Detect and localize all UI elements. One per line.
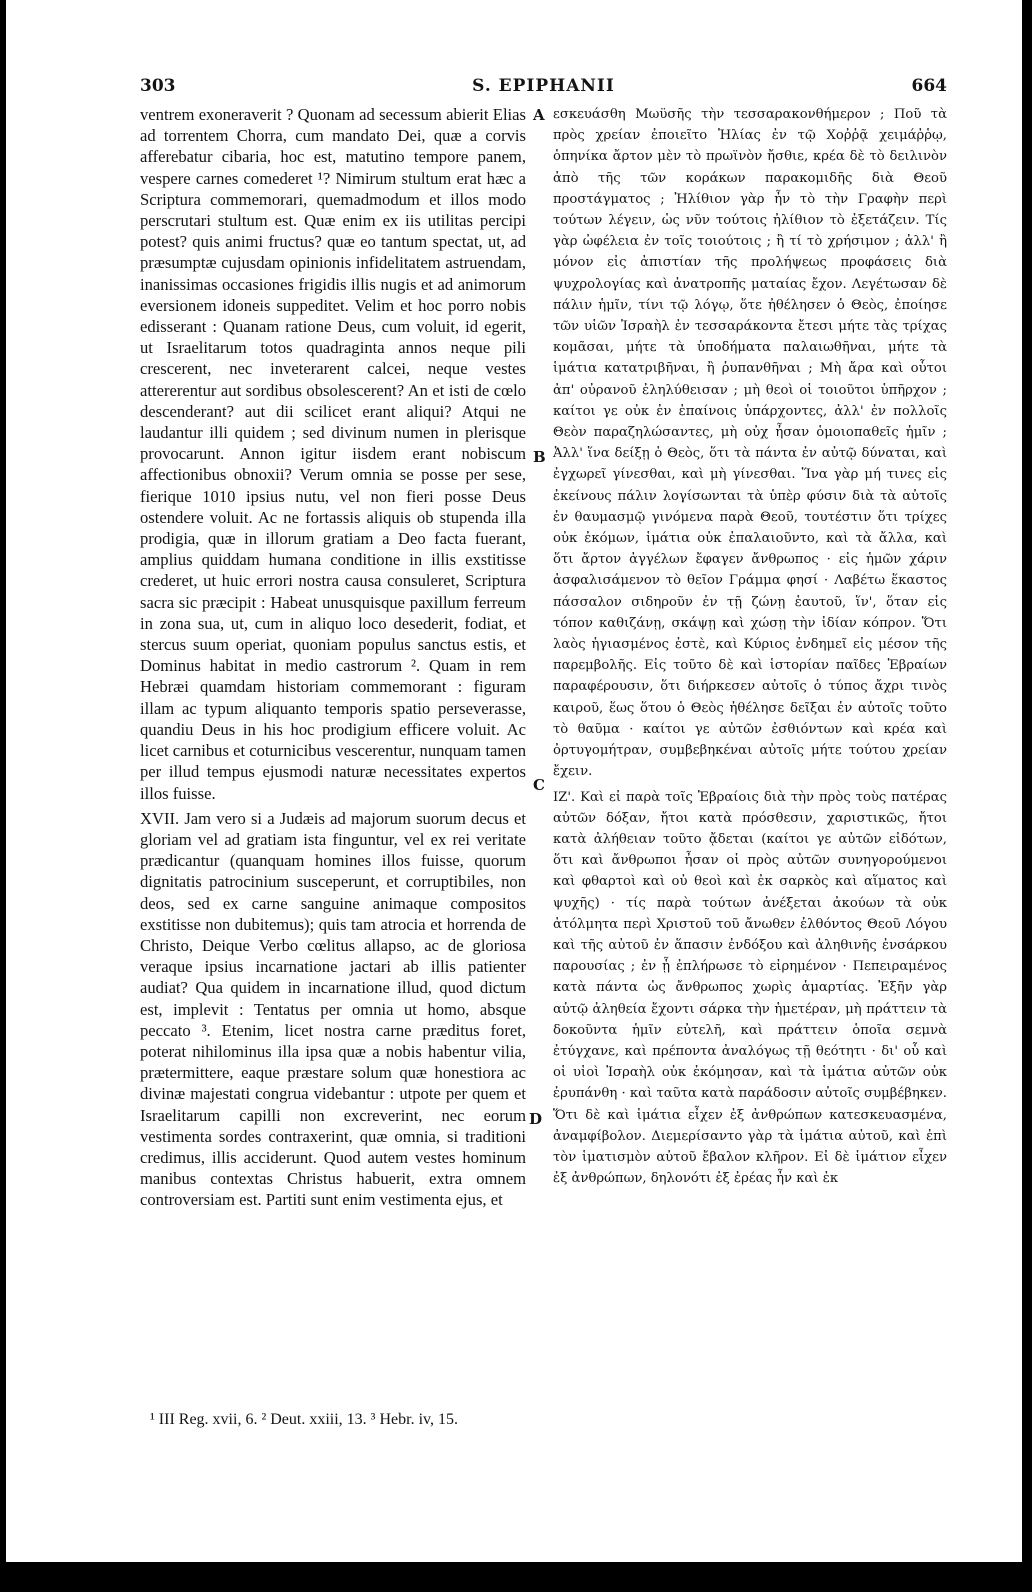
- latin-paragraph: XVII. Jam vero si a Judæis ad majorum suorum decus et gloriam vel ad gratiam ista finguntur, vel ex rei veritate prædicantur (quanquam homines illos fuisse, quorum dignitatis patrocinium susceperunt, et corruptibiles, non deos, sed ex carne sanguine animaque compositos exstitisse non dubitemus); quis tam atrocia et horrenda de Christo, Deique Verbo cœlitus allapso, ac de gloriosa veraque ipsius incarnatione jactari ab illis patienter audiat? Qua quidem in incarnatione illud, quod dictum est, implevit : Tentatus per omnia ut homo, absque peccato ³. Etenim, licet nostra carne præditus foret, poterat nihilominus illa ipsa quæ a nobis habentur vilia, prætermittere, eaque præstare solum quæ honestiora ac divinæ majestati congrua videbantur : utpote per quem et Israelitarum capilli non excreverint, nec eorum vestimenta sordes contraxerint, quæ omnia, si traditioni credimus, illis acciderunt. Quod autem vestes hominum manibus contextas Christus habuerit, extra omnem controversiam est. Partiti sunt enim vestimenta ejus, et: [140, 808, 526, 1210]
- scan-border-left: [0, 0, 6, 1592]
- running-header: [140, 76, 947, 100]
- greek-column: [553, 104, 947, 1189]
- margin-marker-d: D: [529, 1110, 543, 1128]
- scan-border-right: [1022, 0, 1032, 1592]
- page-number-left: 303: [140, 76, 176, 96]
- latin-paragraph: ventrem exoneraverit ? Quonam ad secessum abierit Elias ad torrentem Chorra, cum mandato Dei, quæ a corvis afferebatur cibaria, hoc est, matutino tempore panem, vespere carnes comederet ¹? Nimirum stultum erat hæc a Scriptura commemorari, quemadmodum et illos modo perscrutari stultum est. Quæ enim ex iis utilitas percipi potest? quis animi fructus? quæ eo tantum spectat, ut, ad præsumptæ cujusdam opinionis infidelitatem astruendam, inanissimas occasiones frigidis illis nugis et ad animorum eversionem idoneis suppeditet. Velim et hoc porro nobis edisserant : Quanam ratione Deus, cum voluit, id egerit, ut Israelitarum totos quadraginta annos neque pili crescerent, nec inveterarent calcei, neque vestes attererentur aut sordibus obsolescerent? An et isti de cœlo descenderant? aut dii scilicet erant aliqui? Atqui ne laudantur illi quidem ; sed divinum numen in plerisque provocarunt. Annon igitur iisdem erant nobiscum affectionibus obnoxii? Verum omnia se posse per sese, fierique 1010 ipsius nutu, vel non fieri posse Deus ostendere voluit. Ac ne fortassis aliquis ob stupenda illa prodigia, quæ in illorum gratiam a Deo facta fuerant, amplius quiddam humana conditione in illis exstitisse crederet, ut huic errori nostra causa consuleret, Scriptura sacra sic præcipit : Habeat unusquisque paxillum ferreum in zona sua, ut, cum in aliquo loco desederit, fodiat, et stercus suum operiat, quoniam populus sanctus estis, et Dominus habitat in medio castrorum ². Quam in rem Hebræi quamdam historiam commemorant : figuram illam ac typum aliquanto temporis spatio perseverasse, quandiu Deus in his hoc prodigium efficere voluit. Ac licet carnibus et coturnicibus vescerentur, nunquam tamen per illud tempus ejusmodi naturæ necessitates expertos illos fuisse.: [140, 105, 526, 803]
- scan-border-bottom: [0, 1562, 1032, 1592]
- margin-marker-b: B: [533, 448, 546, 466]
- page-number-right: 664: [911, 76, 947, 96]
- header-title: S. EPIPHANII: [472, 76, 615, 96]
- footnotes: ¹ III Reg. xvii, 6. ² Deut. xxiii, 13. ³ Hebr. iv, 15.: [150, 1411, 458, 1428]
- margin-marker-c: C: [533, 776, 545, 794]
- greek-paragraph: εσκευάσθη Μωϋσῆς τὴν τεσσαρακονθήμερον ; Ποῦ τὰ πρὸς χρείαν ἐποιεῖτο Ἠλίας ἐν τῷ Χοῤῥᾷ χειμάῤῥῳ, ὁπηνίκα ἄρτον μὲν τὸ πρωϊνὸν ἤσθιε, κρέα δὲ τὸ δειλινὸν ἀπὸ τῆς τῶν κοράκων παρακομιδῆς διὰ Θεοῦ προστάγματος ; Ἠλίθιον γὰρ ἦν τὸ τὴν Γραφὴν περὶ τούτων λέγειν, ὡς νῦν τούτοις ἠλίθιον τὸ ἐξετάζειν. Τίς γὰρ ὠφέλεια ἐν τοῖς τοιούτοις ; ἢ τί τὸ χρήσιμον ; ἀλλ' ἢ μόνον εἰς ἀπιστίαν τῆς προλήψεως προφάσεις διὰ ψυχρολογίας καὶ ἀνατροπῆς ματαίας ἔχον. Λεγέτωσαν δὲ πάλιν ἡμῖν, τίνι τῷ λόγῳ, ὅτε ἠθέλησεν ὁ Θεὸς, ἐποίησε τῶν υἱῶν Ἰσραὴλ ἐν τεσσαράκοντα ἔτεσι μήτε τὰς τρίχας κομᾶσαι, μήτε τὰ ὑποδήματα παλαιωθῆναι, μήτε τὰ ἱμάτια κατατριβῆναι, ἢ ῥυπανθῆναι ; Μὴ ἄρα καὶ οὗτοι ἀπ' οὐρανοῦ ἐληλύθεισαν ; μὴ θεοὶ οἱ τοιοῦτοι ὑπῆρχον ; καίτοι γε οὐκ ἐν ἐπαίνοις ὑπάρχοντες, ἀλλ' ἐν πολλοῖς Θεὸν παραζηλώσαντες, μὴ οὐχ ἦσαν ὁμοιοπαθεῖς ἡμῖν ; Ἀλλ' ἵνα δείξῃ ὁ Θεὸς, ὅτι τὰ πάντα ἐν αὐτῷ δύναται, καὶ ἐγχωρεῖ γίνεσθαι, καὶ μὴ γίνεσθαι. Ἵνα γὰρ μή τινες εἰς ἐκείνους πάλιν λογίσωνται τὰ ὑπὲρ φύσιν διὰ τὰ αὐτοῖς ἐν θαυμασμῷ γινόμενα παρὰ Θεοῦ, τουτέστιν ὅτι τρίχες οὐκ ἐκόμων, ἱμάτια οὐκ ἐπαλαιοῦντο, καὶ τὰ ἄλλα, καὶ ὅτι ἄρτον ἀγγέλων ἔφαγεν ἄνθρωπος · εἰς ἡμῶν χάριν ἀσφαλισάμενον τὸ θεῖον Γράμμα φησί · Λαβέτω ἕκαστος πάσσαλον σιδηροῦν ἐν τῇ ζώνῃ ἑαυτοῦ, ἵν', ὅταν εἰς τόπον καθιζάνῃ, σκάψῃ καὶ χώσῃ τὴν ἰδίαν κόπρον. Ὅτι λαὸς ἡγιασμένος ἐστὲ, καὶ Κύριος ἐνδημεῖ εἰς μέσον τῆς παρεμβολῆς. Εἰς τοῦτο δὲ καὶ ἱστορίαν παῖδες Ἑβραίων παραφέρουσιν, ὅτι διήρκεσεν αὐτοῖς ὁ τύπος ἄχρι τινὸς καιροῦ, ἕως ὅτου ὁ Θεὸς ἠθέλησε δεῖξαι ἐν αὐτοῖς τοῦτο τὸ θαῦμα · καίτοι γε αὐτῶν ἐσθιόντων καὶ κρέα καὶ ὀρτυγομήτραν, συμβεβηκέναι αὐτοῖς μήτε τούτου χρείαν ἔχειν.: [553, 107, 947, 780]
- margin-marker-a: A: [533, 106, 545, 124]
- latin-column: [140, 104, 526, 1211]
- greek-paragraph: ΙΖ'. Καὶ εἰ παρὰ τοῖς Ἑβραίοις διὰ τὴν πρὸς τοὺς πατέρας αὐτῶν δόξαν, ἤτοι κατὰ πρόσθεσιν, χαριστικῶς, ἤτοι κατὰ ἀλήθειαν τοῦτο ᾄδεται (καίτοι γε αὐτῶν εἰδότων, ὅτι καὶ ἄνθρωποι ἦσαν οἱ πρὸς αὐτῶν συνηγορούμενοι καὶ φθαρτοὶ καὶ οὐ θεοὶ καὶ ἐκ σαρκὸς καὶ αἵματος καὶ ψυχῆς) · τίς παρὰ τούτων ἀνέξεται ἀκούων τὰ οὐκ ἀτόλμητα περὶ Χριστοῦ τοῦ ἄνωθεν ἐλθόντος Θεοῦ Λόγου καὶ τῆς αὐτοῦ ἐν ἅπασιν ἐνδόξου καὶ ἀληθινῆς ἐνσάρκου παρουσίας ; ἐν ᾗ ἐπλήρωσε τὸ εἰρημένον · Πεπειραμένος κατὰ πάντα ὡς ἄνθρωπος χωρὶς ἁμαρτίας. Ἐξῆν γὰρ αὐτῷ ἀληθεία ἔχοντι σάρκα τὴν ἡμετέραν, μὴ πράττειν τὰ δοκοῦντα ἡμῖν εὐτελῆ, καὶ πράττειν ὁποῖα σεμνὰ ἐτύγχανε, καὶ πρέποντα ἀναλόγως τῇ θεότητι · δι' οὗ καὶ οἱ υἱοὶ Ἰσραὴλ οὐκ ἐκόμησαν, καὶ τὰ ἱμάτια αὐτῶν οὐκ ἐρυπάνθη · καὶ ταῦτα κατὰ παράδοσιν αὐτοῖς συμβέβηκεν. Ὅτι δὲ καὶ ἱμάτια εἶχεν ἐξ ἀνθρώπων κατεσκευασμένα, ἀναμφίβολον. Διεμερίσαντο γὰρ τὰ ἱμάτια αὐτοῦ, καὶ ἐπὶ τὸν ἱματισμὸν αὐτοῦ ἔβαλον κλῆρον. Εἰ δὲ ἱμάτιον εἶχεν ἐξ ἀνθρώπων, δηλονότι ἐξ ἐρέας ἦν καὶ ἐκ: [553, 789, 947, 1187]
